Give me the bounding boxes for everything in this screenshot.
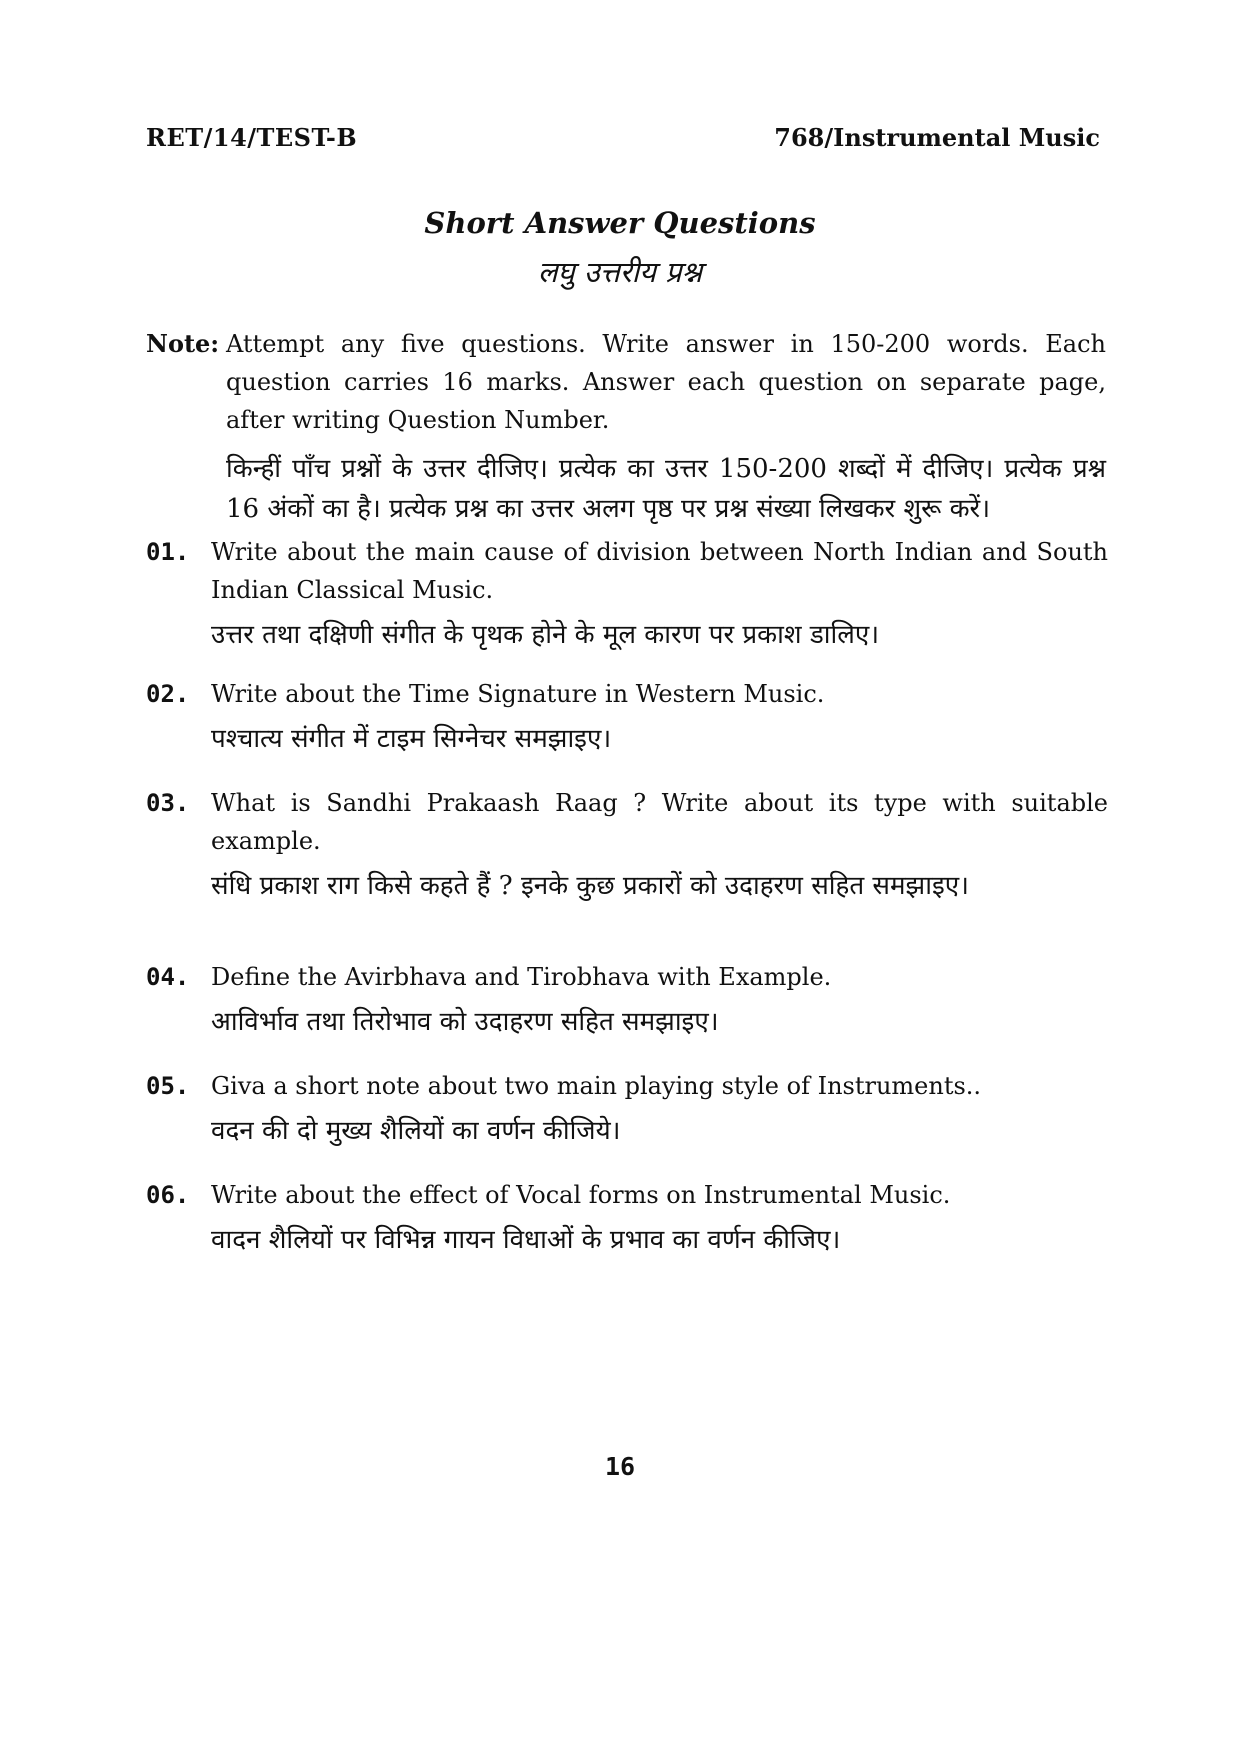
question-hindi: संधि प्रकाश राग किसे कहते हैं ? इनके कुछ प्रकारों को उदाहरण सहित समझाइए। xyxy=(211,871,969,901)
question-number: 01. xyxy=(146,538,190,566)
instructions-note xyxy=(146,325,1106,529)
note-label: Note: xyxy=(146,329,220,358)
question-item xyxy=(146,958,1108,1042)
question-english: Giva a short note about two main playing style of Instruments.. xyxy=(211,1072,982,1100)
question-hindi: उत्तर तथा दक्षिणी संगीत के पृथक होने के मूल कारण पर प्रकाश डालिए। xyxy=(211,620,880,650)
question-number: 04. xyxy=(146,963,190,991)
question-hindi: वदन की दो मुख्य शैलियों का वर्णन कीजिये। xyxy=(211,1116,621,1146)
question-hindi: वादन शैलियों पर विभिन्न गायन विधाओं के प्रभाव का वर्णन कीजिए। xyxy=(211,1225,841,1255)
note-english: Attempt any five questions. Write answer in 150-200 words. Each question carries 16 marks. Answer each question on separate page, after writing Question Number. xyxy=(226,330,1106,434)
question-english: What is Sandhi Prakaash Raag ? Write about its type with suitable example. xyxy=(211,789,1108,855)
section-subtitle-hindi: लघु उत्तरीय प्रश्न xyxy=(537,255,703,289)
question-number: 05. xyxy=(146,1072,190,1100)
question-english: Write about the main cause of division between North Indian and South Indian Classical Music. xyxy=(211,538,1108,604)
question-hindi: आविर्भाव तथा तिरोभाव को उदाहरण सहित समझाइए। xyxy=(211,1007,719,1037)
question-item xyxy=(146,784,1108,906)
question-english: Write about the effect of Vocal forms on Instrumental Music. xyxy=(211,1181,951,1209)
section-title: Short Answer Questions xyxy=(424,206,816,240)
question-number: 06. xyxy=(146,1181,190,1209)
question-item xyxy=(146,675,1108,759)
note-hindi: किन्हीं पाँच प्रश्नों के उत्तर दीजिए। प्रत्येक का उत्तर 150-200 शब्दों में दीजिए। प्रत्येक प्रश्न 16 अंकों का है। प्रत्येक प्रश्न का उत्तर अलग पृष्ठ पर प्रश्न संख्या लिखकर शुरू करें। xyxy=(226,454,1106,524)
question-item xyxy=(146,1067,1108,1151)
paper-code: RET/14/TEST-B xyxy=(146,123,358,152)
question-hindi: पश्चात्य संगीत में टाइम सिग्नेचर समझाइए। xyxy=(211,724,612,754)
question-item xyxy=(146,1176,1108,1260)
question-english: Write about the Time Signature in Western Music. xyxy=(211,680,825,708)
question-number: 03. xyxy=(146,789,190,817)
question-english: Define the Avirbhava and Tirobhava with Example. xyxy=(211,963,832,991)
question-number: 02. xyxy=(146,680,190,708)
page-number: 16 xyxy=(604,1452,636,1481)
subject-code: 768/Instrumental Music xyxy=(774,123,1100,152)
question-item xyxy=(146,533,1108,655)
